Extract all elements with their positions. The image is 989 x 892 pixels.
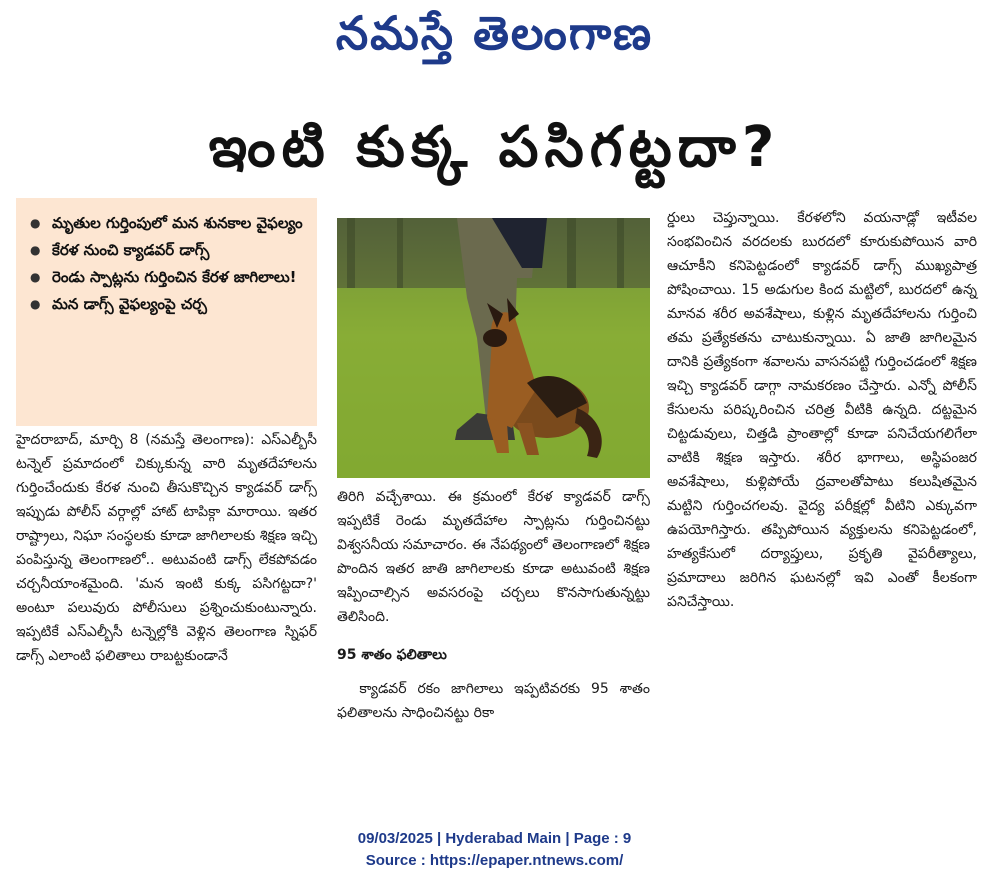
article-column-2 (337, 485, 650, 725)
highlight-item (30, 237, 307, 264)
article-paragraph: హైదరాబాద్, మార్చి 8 (నమస్తే తెలంగాణ): ఎస్ఎల్బీసీ టన్నెల్ ప్రమాదంలో చిక్కుకున్న వారి మృతదేహాలను గుర్తించేందుకు కేరళ నుంచి తీసుకొచ్చిన క్యాడవర్ డాగ్స్ ఇప్పుడు పోలీస్ వర్గాల్లో హాట్ టాపిక్గా మారాయి. ఇతర రాష్ట్రాలు, నిఘా సంస్థలకు కూడా జాగిలాలకు శిక్షణ ఇచ్చి పంపిస్తున్న తెలంగాణలో.. అటువంటి డాగ్స్ లేకపోవడం చర్చనీయాంశమైంది. 'మన ఇంటి కుక్క పసిగట్టదా?' అంటూ పలువురు పోలీసులు ప్రశ్నించుకుంటున్నారు. ఇప్పటికే ఎస్ఎల్బీసీ టన్నెల్లోకి వెళ్లిన తెలంగాణ స్నిఫర్ డాగ్స్ ఎలాంటి ఫలితాలు రాబట్టకుండానే (16, 432, 317, 664)
article-paragraph: క్యాడవర్ రకం జాగిలాలు ఇప్పటివరకు 95 శాతం ఫలితాలను సాధించినట్టు రికా (337, 681, 650, 721)
highlight-item (30, 210, 307, 237)
dog-photo (337, 218, 650, 478)
highlight-text: మన డాగ్స్ వైఫల్యంపై చర్చ (52, 295, 207, 313)
article-column-3 (667, 206, 977, 614)
article-paragraph: ర్డులు చెప్తున్నాయి. కేరళలోని వయనాడ్లో ఇటీవల సంభవించిన వరదలకు బురదలో కూరుకుపోయిన వారి ఆచూకీని కనిపెట్టడంలో క్యాడవర్ డాగ్స్ ముఖ్యపాత్ర పోషించాయి. 15 అడుగుల కింద మట్టిలో, బురదలో ఉన్న మానవ శరీర అవశేషాలు, కుళ్లిన మృతదేహాలను గుర్తించి తమ ప్రత్యేకతను చాటుకున్నాయి. ఏ జాతి జాగిలమైన దానికి ప్రత్యేకంగా శవాలను వాసనపట్టి గుర్తించడంలో శిక్షణ ఇచ్చి క్యాడవర్ డాగ్గా నామకరణం చేస్తారు. ఎన్నో పోలీస్ కేసులను పరిష్కరించిన చరిత్ర వీటికి ఉన్నది. దట్టమైన చిట్టడువులు, చిత్తడి ప్రాంతాల్లో కూడా పనిచేయగలిగేలా వాటికి శిక్షణ ఇస్తారు. శరీర భాగాలు, అస్థిపంజర అవశేషాలు, కుళ్లిపోయే ద్రవాలతోపాటు కలుషితమైన మట్టిని గుర్తించగలవు. వైద్య పరీక్షల్లో వీటిని ఎక్కువగా ఉపయోగిస్తారు. తప్పిపోయిన వ్యక్తులను కనిపెట్టడంలో, హత్యకేసులో దర్యాప్తులు, ప్రకృతి వైపరీత్యాలు, ప్రమాదాలు జరిగిన ఘటనల్లో ఇవి ఎంతో కీలకంగా పనిచేస్తాయి. (667, 210, 977, 610)
article-paragraph: తిరిగి వచ్చేశాయి. ఈ క్రమంలో కేరళ క్యాడవర్ డాగ్స్ ఇప్పటికే రెండు మృతదేహాల స్పాట్లను గుర్తించినట్టు విశ్వసనీయ సమాచారం. ఈ నేపథ్యంలో తెలంగాణలో శిక్షణ పొందిన ఇతర జాతి జాగిలాలకు కూడా అటువంటి శిక్షణ ఇప్పించాల్సిన అవసరంపై చర్చలు కొనసాగుతున్నట్టు తెలిసింది. (337, 489, 650, 625)
bullet-icon: ● (30, 297, 41, 311)
highlight-item (30, 264, 307, 291)
page-footer (0, 828, 989, 872)
highlight-text: మృతుల గుర్తింపులో మన శునకాల వైఫల్యం (52, 214, 303, 232)
article-column-1 (16, 428, 317, 668)
highlight-text: రెండు స్పాట్లను గుర్తించిన కేరళ జాగిలాలు! (52, 268, 297, 286)
bullet-icon: ● (30, 270, 41, 284)
bullet-icon: ● (30, 243, 41, 257)
highlights-box (16, 198, 317, 426)
masthead: నమస్తే తెలంగాణ (335, 6, 654, 60)
highlight-text: కేరళ నుంచి క్యాడవర్ డాగ్స్ (52, 241, 210, 259)
dog-photo-illustration (337, 218, 650, 478)
footer-date-line: 09/03/2025 | Hyderabad Main | Page : 9 (357, 830, 632, 847)
section-subhead: 95 శాతం ఫలితాలు (337, 647, 447, 663)
headline: ఇంటి కుక్క పసిగట్టదా? (208, 115, 781, 180)
highlight-item (30, 291, 307, 318)
bullet-icon: ● (30, 216, 41, 230)
footer-source-line: Source : https://epaper.ntnews.com/ (365, 852, 624, 869)
